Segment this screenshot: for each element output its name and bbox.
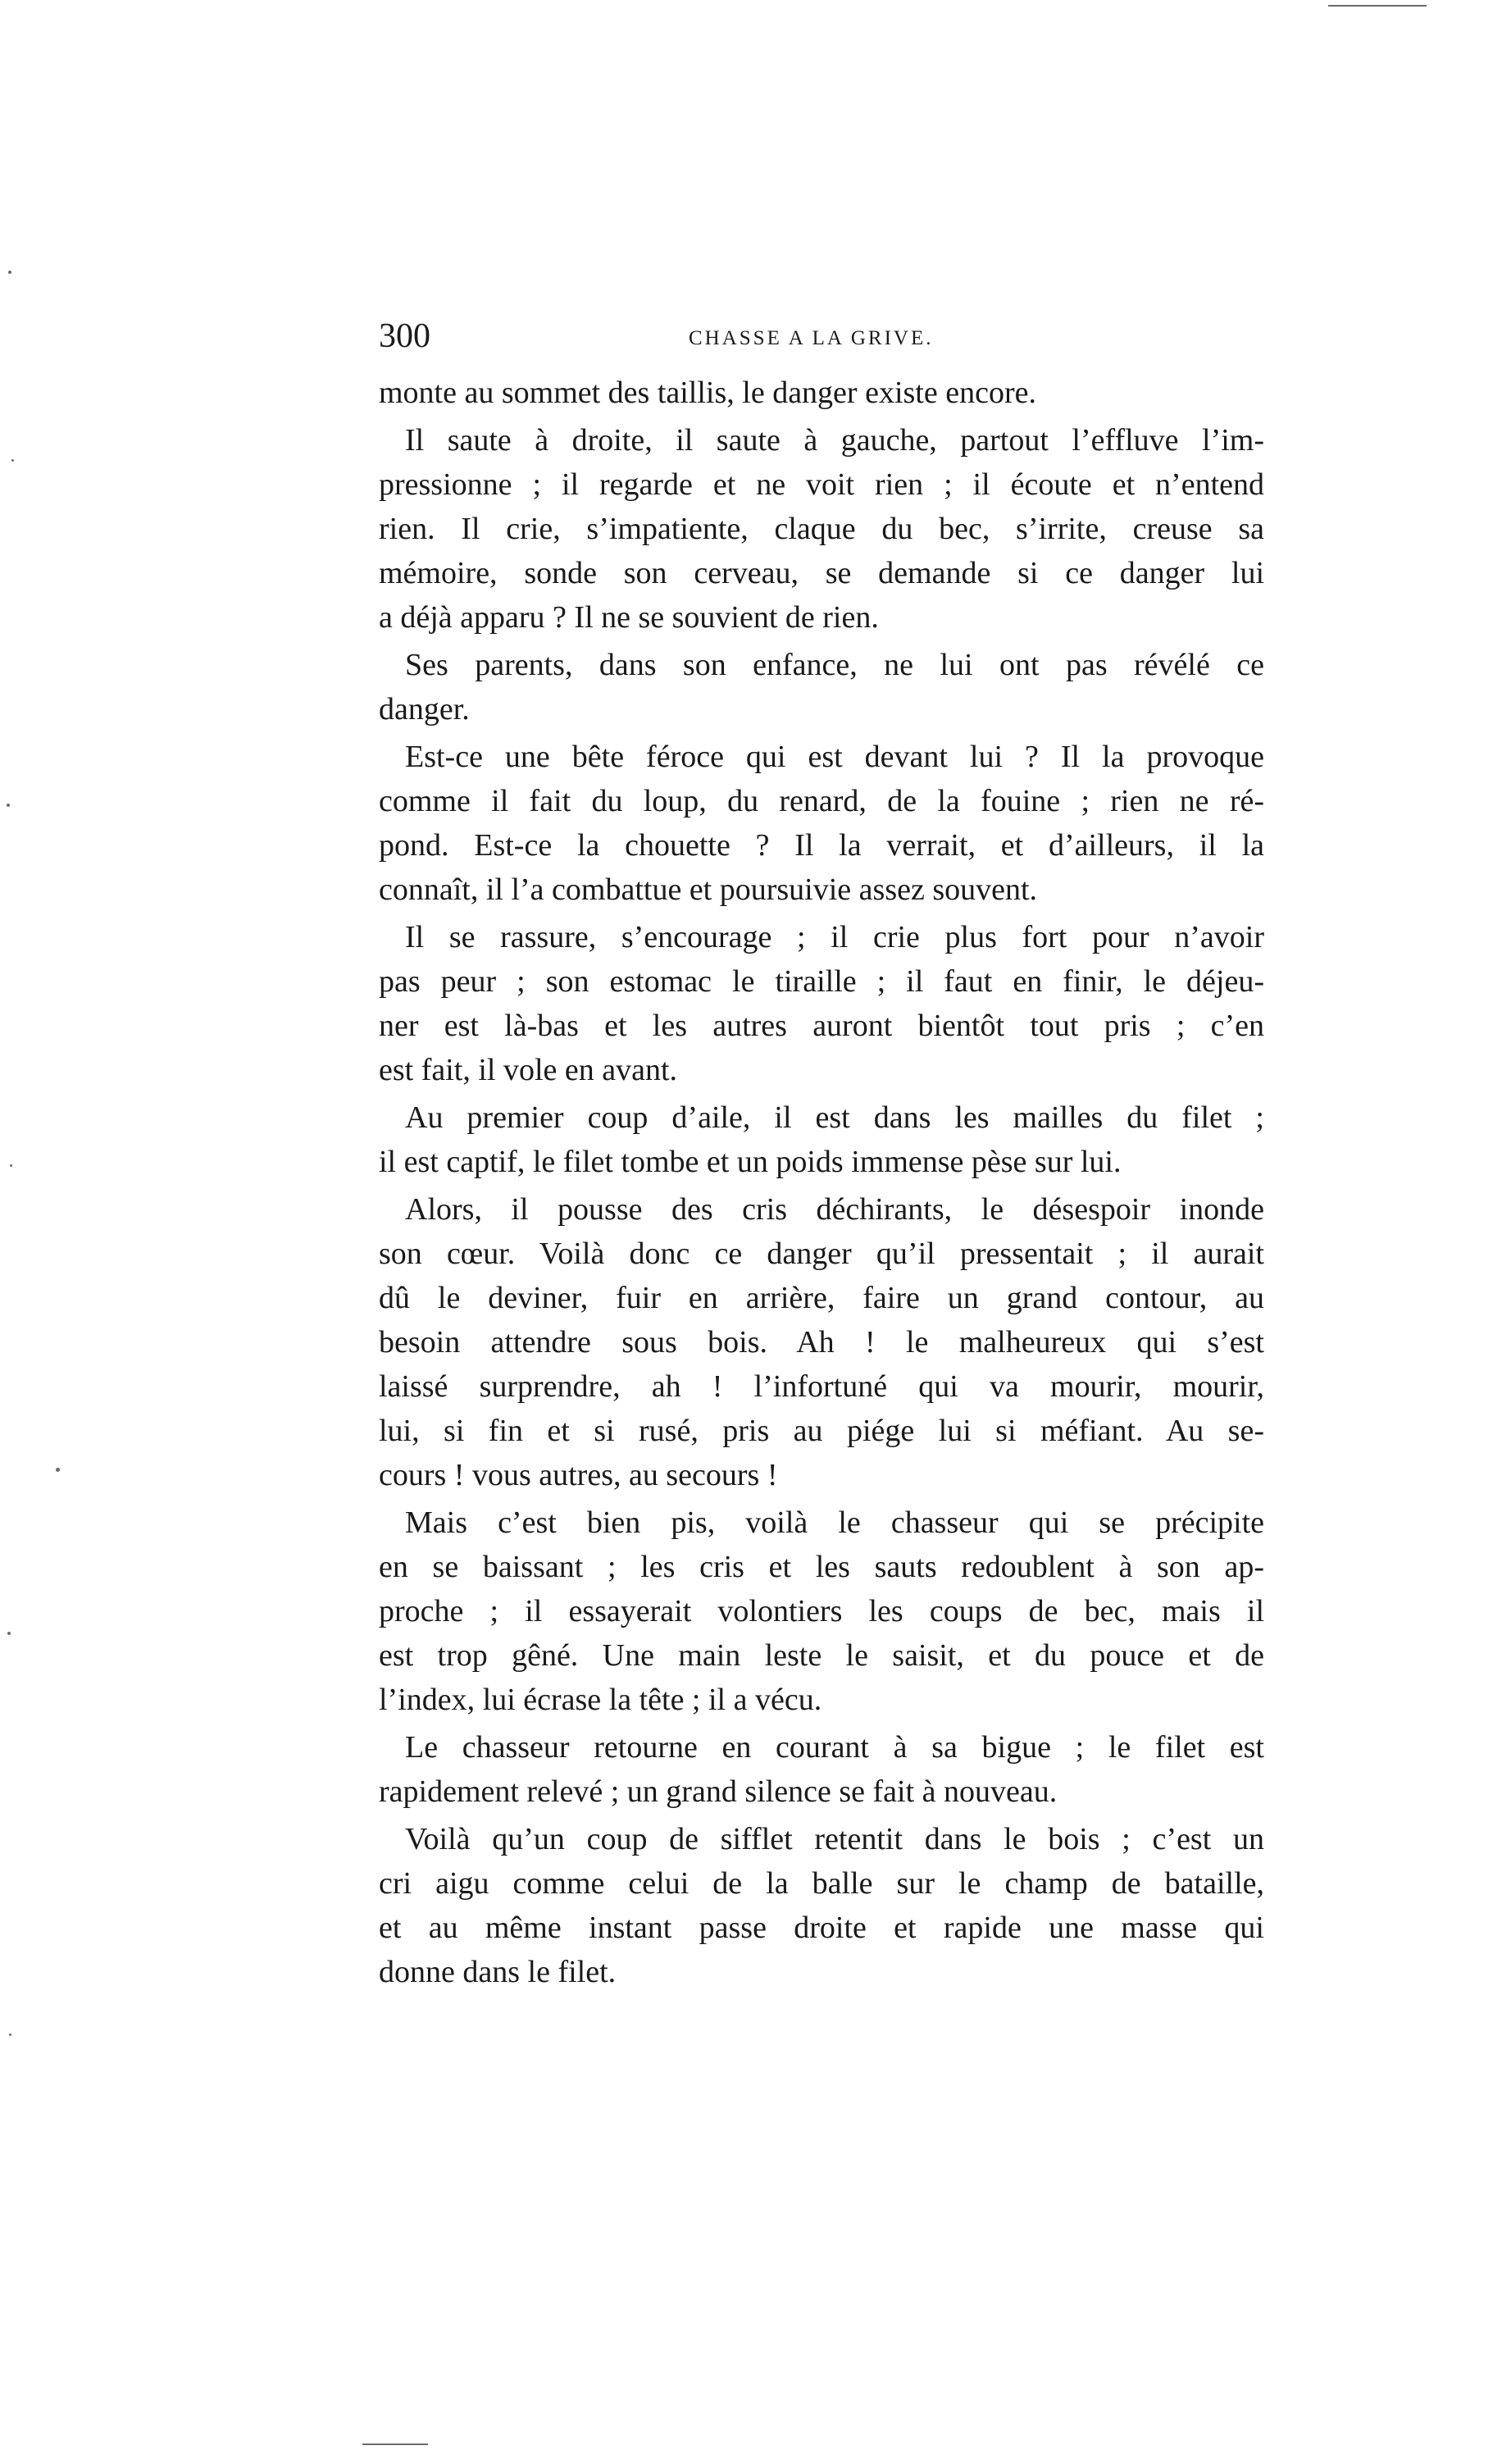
text-line: l’index, lui écrase la tête ; il a vécu.	[379, 1683, 822, 1717]
text-line: dû le deviner, fuir en arrière, faire un grand contour, au	[379, 1281, 1264, 1315]
scan-speck	[362, 2444, 428, 2445]
text-line: Le chasseur retourne en courant à sa bigue ; le filet est	[405, 1730, 1264, 1765]
text-line: connaît, il l’a combattue et poursuivie assez souvent.	[379, 872, 1038, 907]
scan-speck	[7, 804, 10, 807]
text-line: laissé surprendre, ah ! l’infortuné qui va mourir, mourir,	[379, 1369, 1264, 1404]
body-text	[379, 371, 1264, 1997]
scan-speck	[10, 1164, 12, 1167]
text-line: rien. Il crie, s’impatiente, claque du bec, s’irrite, creuse sa	[379, 512, 1264, 546]
text-line: Alors, il pousse des cris déchirants, le désespoir inonde	[405, 1192, 1264, 1227]
text-line: il est captif, le filet tombe et un poids immense pèse sur lui.	[379, 1145, 1122, 1179]
text-line: comme il fait du loup, du renard, de la fouine ; rien ne ré-	[379, 784, 1264, 818]
text-line: a déjà apparu ? Il ne se souvient de rien.	[379, 600, 879, 635]
text-line: besoin attendre sous bois. Ah ! le malheureux qui s’est	[379, 1325, 1264, 1360]
text-line: donne dans le filet.	[379, 1955, 617, 1989]
paragraph	[379, 1725, 1264, 1814]
text-line: Est-ce une bête féroce qui est devant lui ? Il la provoque	[405, 740, 1264, 774]
scan-speck	[11, 459, 14, 462]
paragraph	[379, 371, 1264, 415]
text-line: en se baissant ; les cris et les sauts redoublent à son ap-	[379, 1550, 1264, 1584]
text-line: Mais c’est bien pis, voilà le chasseur qui se précipite	[405, 1505, 1264, 1540]
text-line: Voilà qu’un coup de sifflet retentit dans le bois ; c’est un	[405, 1822, 1264, 1856]
paragraph	[379, 418, 1264, 640]
text-line: danger.	[379, 692, 470, 726]
text-line: Il se rassure, s’encourage ; il crie plus fort pour n’avoir	[405, 920, 1264, 954]
text-line: pond. Est-ce la chouette ? Il la verrait, et d’ailleurs, il la	[379, 828, 1264, 863]
text-line: monte au sommet des taillis, le danger existe encore.	[379, 376, 1036, 410]
text-line: proche ; il essayerait volontiers les coups de bec, mais il	[379, 1594, 1264, 1628]
scan-speck	[9, 2034, 11, 2036]
scan-speck	[1328, 5, 1427, 7]
text-line: son cœur. Voilà donc ce danger qu’il pressentait ; il aurait	[379, 1237, 1264, 1271]
text-line: cours ! vous autres, au secours !	[379, 1458, 778, 1492]
page-header	[379, 312, 1264, 361]
text-line: pressionne ; il regarde et ne voit rien ; il écoute et n’entend	[379, 467, 1264, 502]
paragraph	[379, 1187, 1264, 1497]
paragraph	[379, 1095, 1264, 1184]
text-line: Ses parents, dans son enfance, ne lui ont pas révélé ce	[405, 648, 1264, 682]
text-line: est fait, il vole en avant.	[379, 1053, 678, 1087]
text-line: et au même instant passe droite et rapide une masse qui	[379, 1911, 1264, 1945]
text-line: lui, si fin et si rusé, pris au piége lui si méfiant. Au se-	[379, 1414, 1264, 1448]
scan-speck	[7, 1632, 11, 1635]
page-number: 300	[379, 317, 430, 355]
text-line: mémoire, sonde son cerveau, se demande si ce danger lui	[379, 556, 1264, 590]
text-line: rapidement relevé ; un grand silence se fait à nouveau.	[379, 1774, 1058, 1809]
text-line: pas peur ; son estomac le tiraille ; il faut en finir, le déjeu-	[379, 964, 1264, 999]
text-line: ner est là-bas et les autres auront bientôt tout pris ; c’en	[379, 1009, 1264, 1043]
text-line: Il saute à droite, il saute à gauche, partout l’effluve l’im-	[405, 423, 1264, 458]
text-line: est trop gêné. Une main leste le saisit, et du pouce et de	[379, 1638, 1264, 1673]
text-line: Au premier coup d’aile, il est dans les mailles du filet ;	[405, 1100, 1264, 1135]
running-title: CHASSE A LA GRIVE.	[689, 327, 934, 349]
paragraph	[379, 735, 1264, 912]
paragraph	[379, 1501, 1264, 1722]
paragraph	[379, 915, 1264, 1092]
paragraph	[379, 1817, 1264, 1994]
text-line: cri aigu comme celui de la balle sur le champ de bataille,	[379, 1866, 1264, 1901]
paragraph	[379, 643, 1264, 731]
scan-speck	[56, 1468, 60, 1472]
scan-speck	[8, 271, 11, 274]
